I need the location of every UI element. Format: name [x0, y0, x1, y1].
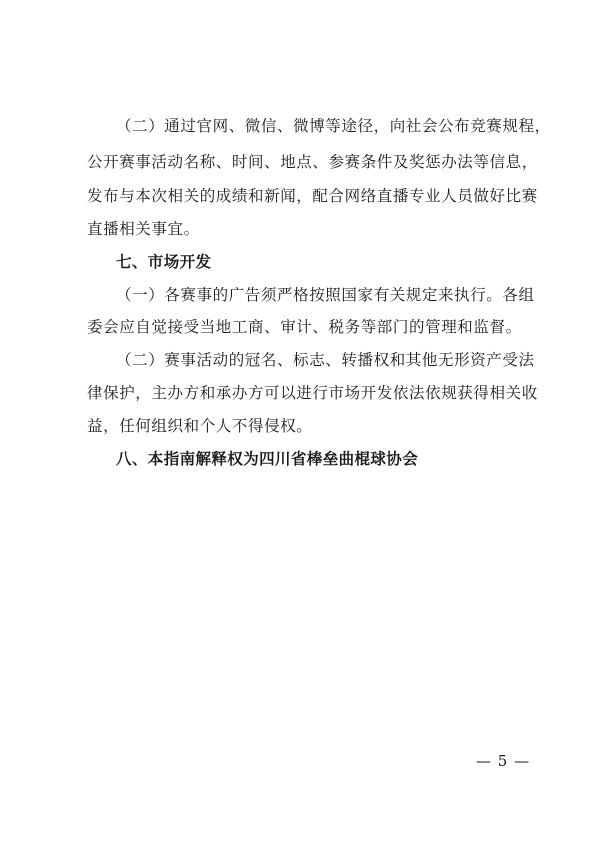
page-number: — 5 —	[476, 752, 531, 770]
section6-item2-line3: 发布与本次相关的成绩和新闻，配合网络直播专业人员做好比赛	[87, 187, 538, 205]
section6-item2-line2: 公开赛事活动名称、时间、地点、参赛条件及奖惩办法等信息，	[87, 153, 538, 171]
section7-item1-line1: （一）各赛事的广告须严格按照国家有关规定来执行。各组	[116, 286, 535, 304]
section7-heading: 七、市场开发	[116, 253, 212, 271]
section7-item2-line1: （二）赛事活动的冠名、标志、转播权和其他无形资产受法	[116, 351, 535, 369]
section8-heading: 八、本指南解释权为四川省棒垒曲棍球协会	[116, 450, 419, 468]
section7-item2-line2: 律保护，主办方和承办方可以进行市场开发依法依规获得相关收	[87, 384, 538, 402]
section7-item1-line2: 委会应自觉接受当地工商、审计、税务等部门的管理和监督。	[87, 318, 522, 336]
section7-item2-line3: 益，任何组织和个人不得侵权。	[87, 417, 313, 435]
section6-item2-line4: 直播相关事宜。	[87, 220, 200, 238]
section6-item2-line1: （二）通过官网、微信、微博等途径，向社会公布竞赛规程，	[116, 117, 551, 135]
